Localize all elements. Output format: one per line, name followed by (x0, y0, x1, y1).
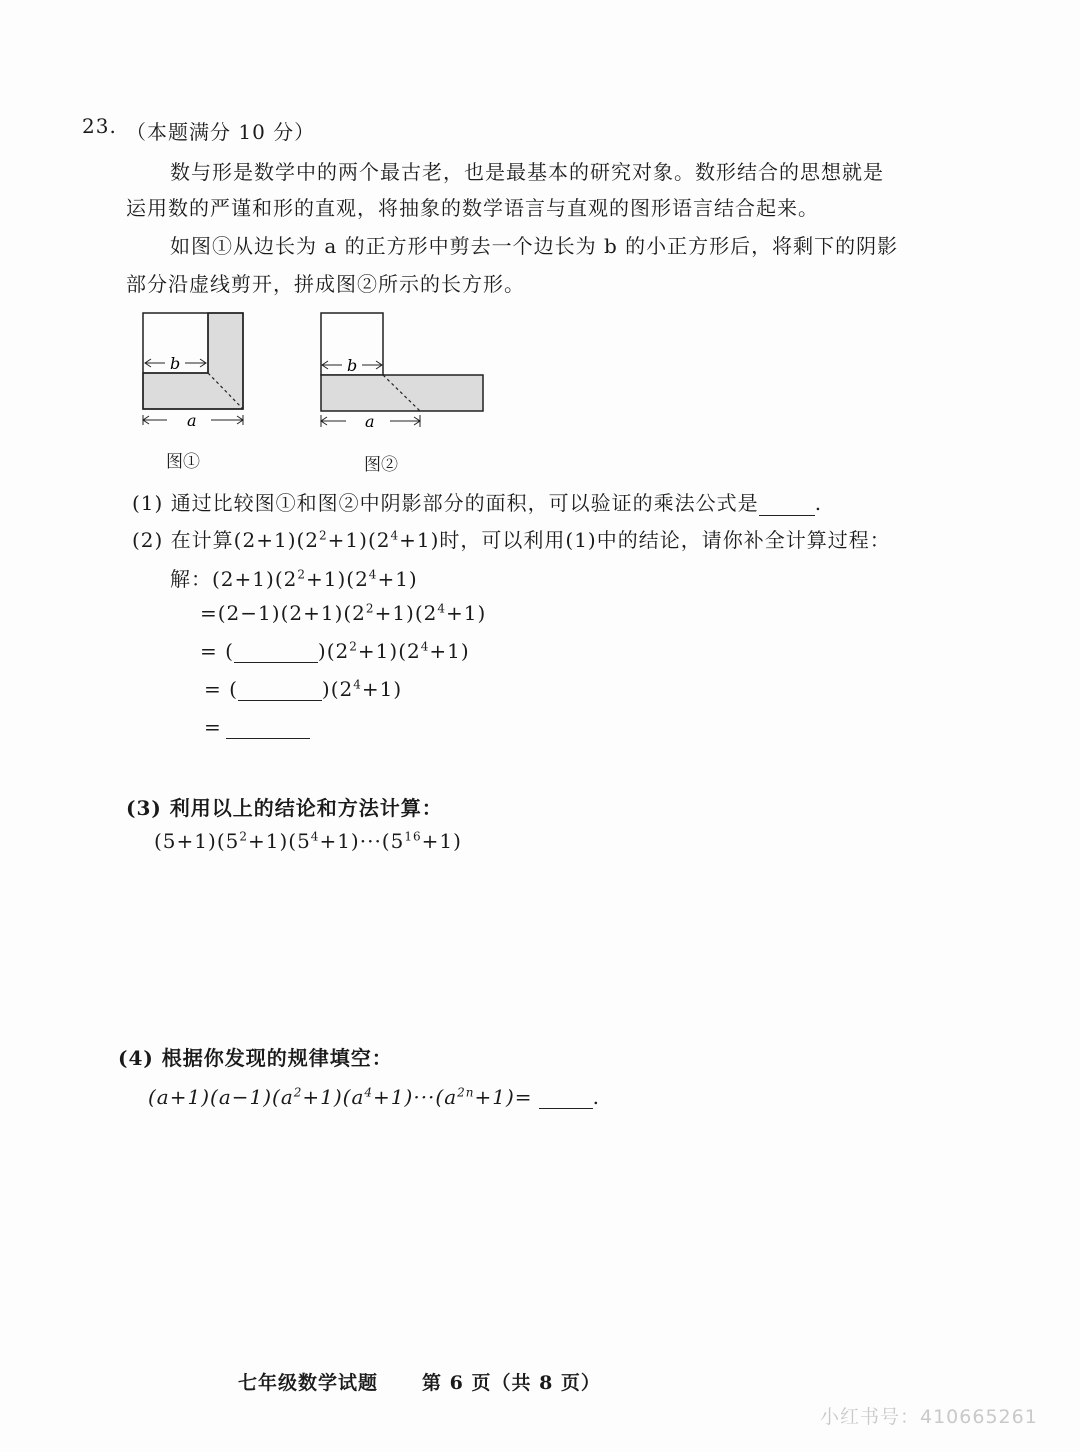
question-number: 23. (82, 114, 117, 138)
watermark: 小红书号：410665261 (820, 1406, 1038, 1428)
figure-2-caption: 图② (364, 455, 398, 475)
part3-question: (3) 利用以上的结论和方法计算： (126, 796, 443, 820)
fig1-label-b: b (170, 354, 181, 373)
part4-answer-blank[interactable] (539, 1086, 593, 1109)
fig1-label-a: a (187, 411, 197, 430)
footer-page: 第 6 页（共 8 页） (422, 1372, 601, 1394)
fig2-label-b: b (347, 356, 358, 375)
fig2-label-a: a (365, 412, 375, 431)
step4-answer-blank[interactable] (226, 716, 310, 739)
part2-question: (2) 在计算$(2+1)(2^2+1)(2^4+1)$时，可以利用(1)中的结论，请你补全计算过程： (132, 528, 891, 552)
figure-1-caption: 图① (166, 452, 200, 472)
step2-answer-blank[interactable] (234, 640, 318, 663)
solution-step-2: = ( )$(2^2+1)(2^4+1)$ (200, 639, 470, 663)
part1-answer-blank[interactable] (759, 493, 815, 516)
figure-1 (135, 305, 255, 435)
solution-step-0: 解：$(2+1)(2^2+1)(2^4+1)$ (170, 567, 418, 591)
part4-question: (4) 根据你发现的规律填空： (118, 1046, 393, 1070)
intro-line-3: 如图①从边长为 a 的正方形中剪去一个边长为 b 的小正方形后，将剩下的阴影 (170, 234, 899, 258)
figure-2 (312, 305, 492, 435)
part3-expression: $(5+1)(5^2+1)(5^4+1)\cdot\cdot\cdot(5^{16}+1)$ (154, 829, 462, 853)
part4-expression: $(a+1)(a-1)(a^2+1)(a^4+1)\cdot\cdot\cdot(a^{2n}+1)=$ . (148, 1085, 600, 1109)
solution-step-1: $=(2-1)(2+1)(2^2+1)(2^4+1)$ (200, 601, 487, 625)
footer-subject: 七年级数学试题 (238, 1372, 379, 1394)
intro-line-1: 数与形是数学中的两个最古老，也是最基本的研究对象。数形结合的思想就是 (170, 160, 884, 184)
intro-line-2: 运用数的严谨和形的直观，将抽象的数学语言与直观的图形语言结合起来。 (126, 196, 819, 220)
intro-line-4: 部分沿虚线剪开，拼成图②所示的长方形。 (126, 272, 525, 296)
solution-step-3: = ( )$(2^4+1)$ (204, 677, 403, 701)
question-points: （本题满分 10 分） (126, 120, 316, 144)
solution-step-4: = (204, 715, 310, 739)
part1-question: (1) 通过比较图①和图②中阴影部分的面积，可以验证的乘法公式是 . (132, 491, 823, 515)
step3-answer-blank[interactable] (238, 678, 322, 701)
